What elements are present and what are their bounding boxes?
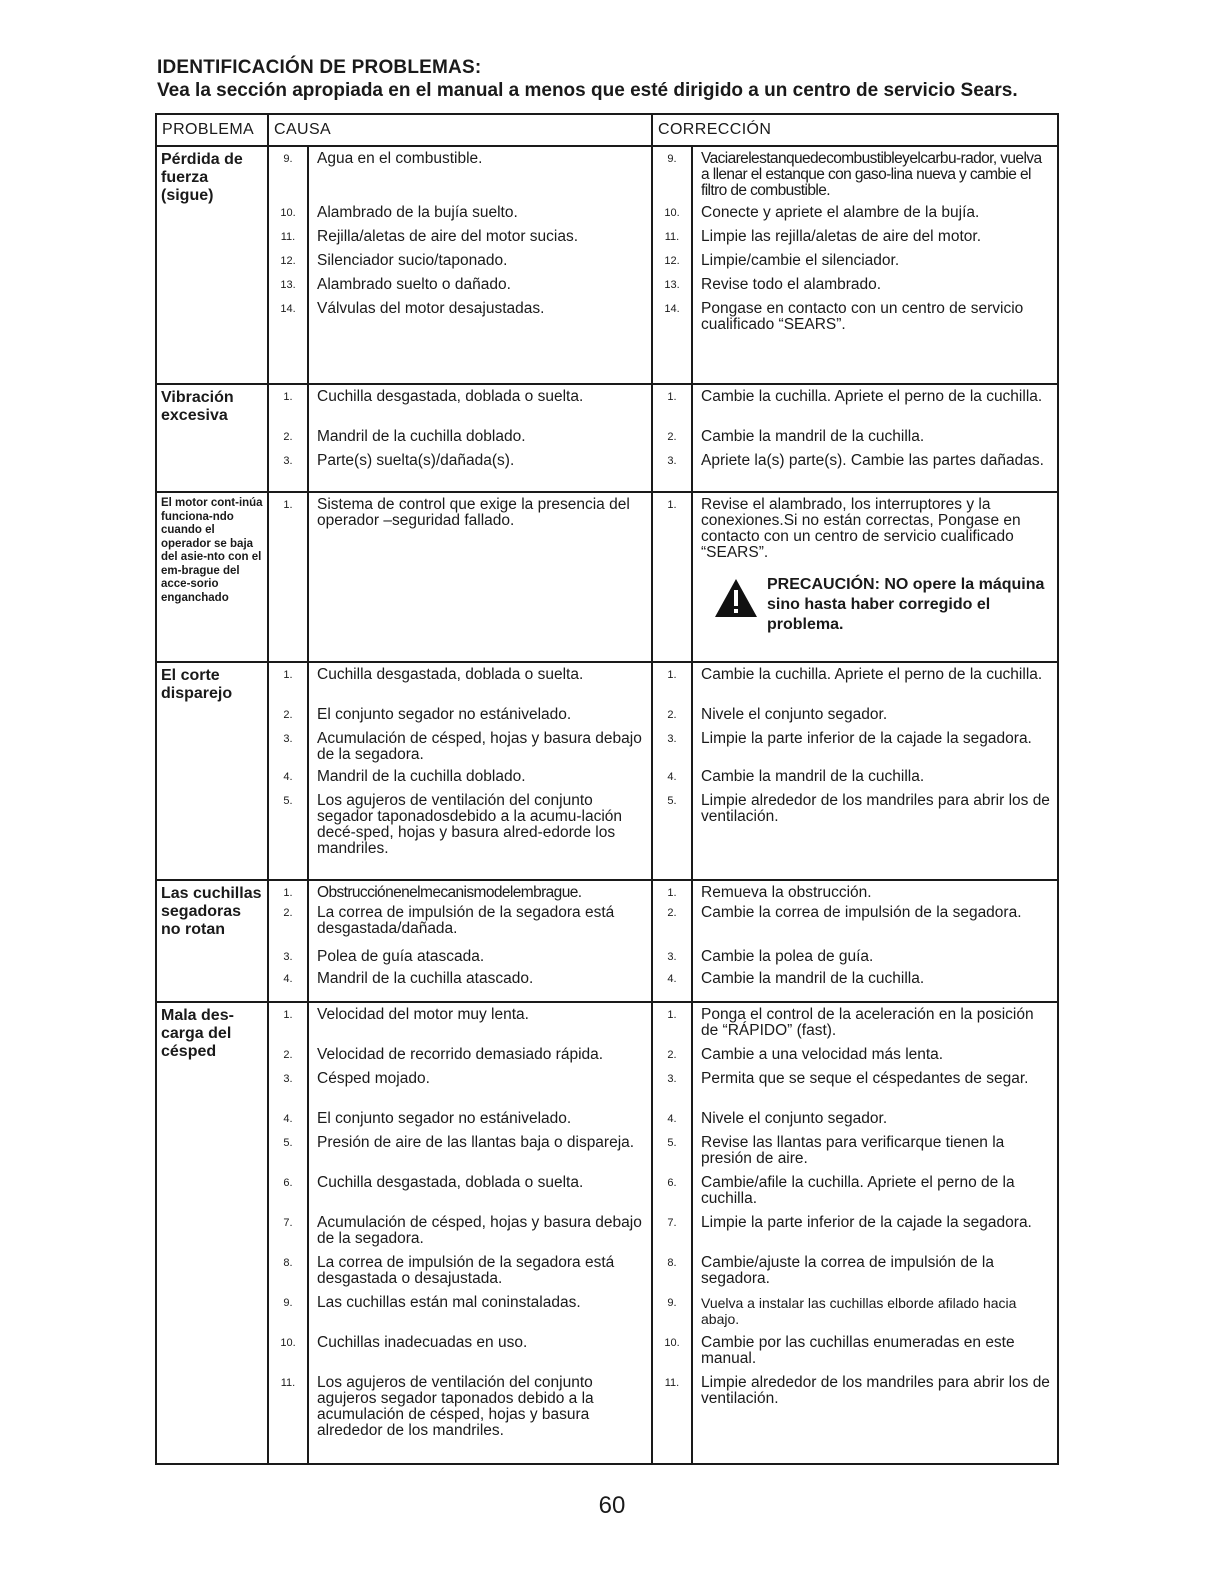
item-number: 3. (667, 455, 677, 467)
correction-text: Cambie la polea de guía. (701, 948, 874, 965)
item-number: 6. (667, 1177, 677, 1189)
correction-text: Vaciarelestanquedecombustibleyelcarbu-rador, vuelva a llenar el estanque con gaso-lina nueva y cambie el filtro de combustible. (701, 150, 1042, 199)
cause-cell (308, 384, 652, 492)
cause-text: Silenciador sucio/taponado. (317, 252, 508, 269)
cause-text: Válvulas del motor desajustadas. (317, 300, 545, 317)
cause-text: Cuchilla desgastada, doblada o suelta. (317, 666, 584, 683)
item-number: 9. (283, 153, 293, 165)
item-number: 1. (283, 1009, 293, 1021)
item-number: 13. (664, 279, 680, 291)
cause-text: Alambrado de la bujía suelto. (317, 204, 518, 221)
item-number: 1. (283, 499, 293, 511)
problem-cell: Pérdida de fuerza (sigue) (156, 146, 268, 384)
item-number: 2. (667, 907, 677, 919)
item-number: 9. (283, 1297, 293, 1309)
correction-text: Revise las llantas para verificarque tienen la presión de aire. (701, 1134, 1005, 1167)
item-number: 2. (667, 431, 677, 443)
cause-number-cell (268, 146, 308, 384)
item-number: 3. (667, 1073, 677, 1085)
correction-text: Limpie la parte inferior de la cajade la segadora. (701, 730, 1032, 747)
item-number: 8. (667, 1257, 677, 1269)
correction-text: Vuelva a instalar las cuchillas elborde afilado hacia abajo. (701, 1295, 1017, 1327)
correction-text: Nivele el conjunto segador. (701, 706, 888, 723)
item-number: 1. (667, 391, 677, 403)
cause-cell (308, 492, 652, 662)
item-number: 2. (283, 907, 293, 919)
correction-text: Limpie alrededor de los mandriles para abrir los de ventilación. (701, 792, 1050, 825)
item-number: 1. (667, 669, 677, 681)
correction-number-cell (652, 384, 692, 492)
cause-text: Obstrucciónenelmecanismodelembrague. (317, 884, 582, 901)
cause-text: El conjunto segador no estánivelado. (317, 706, 572, 723)
item-number: 9. (667, 1297, 677, 1309)
caution-text: PRECAUCIÓN: NO opere la máquina sino hasta haber corregido el problema. (767, 576, 1045, 633)
cause-text: Césped mojado. (317, 1070, 430, 1087)
cause-cell (308, 880, 652, 1002)
item-number: 10. (280, 207, 296, 219)
item-number: 11. (664, 231, 680, 243)
cause-text: Acumulación de césped, hojas y basura debajo de la segadora. (317, 1214, 642, 1247)
correction-number-cell (652, 662, 692, 880)
correction-text: Limpie/cambie el silenciador. (701, 252, 900, 269)
cause-cell (308, 1002, 652, 1464)
correction-number-cell (652, 492, 692, 662)
cause-text: El conjunto segador no estánivelado. (317, 1110, 572, 1127)
item-number: 12. (280, 255, 296, 267)
item-number: 2. (667, 1049, 677, 1061)
cause-text: Polea de guía atascada. (317, 948, 485, 965)
item-number: 5. (283, 1137, 293, 1149)
item-number: 6. (283, 1177, 293, 1189)
item-number: 11. (280, 1377, 296, 1389)
correction-text: Revise todo el alambrado. (701, 276, 882, 293)
item-number: 2. (667, 709, 677, 721)
item-number: 5. (667, 1137, 677, 1149)
item-number: 4. (283, 973, 293, 985)
cause-cell (308, 662, 652, 880)
problem-cell: Vibración excesiva (156, 384, 268, 492)
table-row (156, 880, 1058, 1002)
correction-text: Nivele el conjunto segador. (701, 1110, 888, 1127)
correction-text: Remueva la obstrucción. (701, 884, 872, 901)
page-subtitle: Vea la sección apropiada en el manual a menos que esté dirigido a un centro de servicio Sears. (157, 80, 1018, 101)
item-number: 1. (667, 887, 677, 899)
item-number: 2. (283, 709, 293, 721)
item-number: 8. (283, 1257, 293, 1269)
item-number: 4. (667, 771, 677, 783)
cause-number-cell (268, 384, 308, 492)
correction-text: Limpie alrededor de los mandriles para abrir los de ventilación. (701, 1374, 1050, 1407)
correction-text: Cambie/afile la cuchilla. Apriete el perno de la cuchilla. (701, 1174, 1015, 1207)
item-number: 11. (664, 1377, 680, 1389)
problem-cell: Mala des-carga del césped (156, 1002, 268, 1464)
table-header-row (156, 114, 1058, 146)
item-number: 3. (283, 951, 293, 963)
item-number: 1. (283, 391, 293, 403)
page-number: 60 (598, 1492, 626, 1519)
caution-notice (713, 575, 1051, 635)
table-row (156, 492, 1058, 662)
problem-cell: El motor cont-inúa funciona-ndo cuando el operador se baja del asie-nto con el em-brague del acce-sorio enganchado (156, 492, 268, 662)
cause-number-cell (268, 880, 308, 1002)
cause-text: Velocidad del motor muy lenta. (317, 1006, 529, 1023)
cause-number-cell (268, 662, 308, 880)
cause-text: Las cuchillas están mal coninstaladas. (317, 1294, 581, 1311)
correction-cell (692, 492, 1058, 662)
item-number: 2. (283, 1049, 293, 1061)
correction-number-cell (652, 880, 692, 1002)
cause-text: Parte(s) suelta(s)/dañada(s). (317, 452, 515, 469)
correction-cell (692, 384, 1058, 492)
cause-text: La correa de impulsión de la segadora está desgastada o desajustada. (317, 1254, 615, 1287)
cause-text: Alambrado suelto o dañado. (317, 276, 511, 293)
correction-number-cell (652, 1002, 692, 1464)
item-number: 2. (283, 431, 293, 443)
correction-text: Permita que se seque el céspedantes de segar. (701, 1070, 1029, 1087)
correction-text: Cambie la mandril de la cuchilla. (701, 428, 925, 445)
item-number: 4. (283, 771, 293, 783)
col-header-correction: CORRECCIÓN (652, 114, 1058, 146)
item-number: 3. (283, 1073, 293, 1085)
item-number: 13. (280, 279, 296, 291)
correction-text: Limpie las rejilla/aletas de aire del motor. (701, 228, 981, 245)
correction-text: Limpie la parte inferior de la cajade la segadora. (701, 1214, 1032, 1231)
item-number: 3. (667, 951, 677, 963)
cause-text: Los agujeros de ventilación del conjunto agujeros segador taponados debido a la acumulación de césped, hojas y basura alrededor de los mandriles. (317, 1374, 594, 1439)
table-row (156, 1002, 1058, 1464)
cause-number-cell (268, 1002, 308, 1464)
correction-text: Cambie la mandril de la cuchilla. (701, 768, 925, 785)
page-title: IDENTIFICACIÓN DE PROBLEMAS: (157, 57, 482, 78)
correction-text: Pongase en contacto con un centro de servicio cualificado “SEARS”. (701, 300, 1024, 333)
item-number: 1. (283, 887, 293, 899)
cause-text: Agua en el combustible. (317, 150, 483, 167)
correction-text: Apriete la(s) parte(s). Cambie las partes dañadas. (701, 452, 1044, 469)
correction-text: Cambie la cuchilla. Apriete el perno de la cuchilla. (701, 388, 1043, 405)
correction-text: Cambie a una velocidad más lenta. (701, 1046, 944, 1063)
item-number: 1. (667, 1009, 677, 1021)
item-number: 3. (283, 455, 293, 467)
cause-text: Rejilla/aletas de aire del motor sucias. (317, 228, 579, 245)
item-number: 7. (283, 1217, 293, 1229)
correction-text: Cambie la mandril de la cuchilla. (701, 970, 925, 987)
cause-text: Presión de aire de las llantas baja o dispareja. (317, 1134, 635, 1151)
item-number: 4. (667, 1113, 677, 1125)
item-number: 3. (283, 733, 293, 745)
table-row (156, 146, 1058, 384)
correction-text: Cambie/ajuste la correa de impulsión de la segadora. (701, 1254, 994, 1287)
cause-text: Velocidad de recorrido demasiado rápida. (317, 1046, 604, 1063)
correction-text: Cambie por las cuchillas enumeradas en este manual. (701, 1334, 1015, 1367)
correction-text: Revise el alambrado, los interruptores y la conexiones.Si no están correctas, Pongase en contacto con un centro de servicio cualificado “SEARS”. (701, 496, 1021, 561)
correction-number-cell (652, 146, 692, 384)
correction-text: Ponga el control de la aceleración en la posición de “RÁPIDO” (fast). (701, 1006, 1034, 1039)
cause-text: Mandril de la cuchilla doblado. (317, 768, 526, 785)
cause-text: Cuchilla desgastada, doblada o suelta. (317, 388, 584, 405)
correction-cell (692, 662, 1058, 880)
cause-text: Cuchilla desgastada, doblada o suelta. (317, 1174, 584, 1191)
item-number: 4. (667, 973, 677, 985)
col-header-problem: PROBLEMA (156, 114, 268, 146)
cause-text: Acumulación de césped, hojas y basura debajo de la segadora. (317, 730, 642, 763)
cause-number-cell (268, 492, 308, 662)
troubleshooting-table (155, 113, 1059, 1465)
cause-text: Los agujeros de ventilación del conjunto segador taponadosdebido a la acumu-lación decé-sped, hojas y basura alred-edorde los mandriles. (317, 792, 623, 857)
cause-cell (308, 146, 652, 384)
page-header (157, 56, 1067, 103)
item-number: 10. (664, 1337, 680, 1349)
item-number: 9. (667, 153, 677, 165)
table-row (156, 384, 1058, 492)
item-number: 7. (667, 1217, 677, 1229)
item-number: 10. (664, 207, 680, 219)
correction-text: Cambie la cuchilla. Apriete el perno de la cuchilla. (701, 666, 1043, 683)
warning-triangle-icon (713, 577, 759, 619)
item-number: 5. (283, 795, 293, 807)
correction-cell (692, 146, 1058, 384)
item-number: 10. (280, 1337, 296, 1349)
item-number: 14. (664, 303, 680, 315)
correction-text: Cambie la correa de impulsión de la segadora. (701, 904, 1022, 921)
item-number: 4. (283, 1113, 293, 1125)
problem-cell: El corte disparejo (156, 662, 268, 880)
correction-text: Conecte y apriete el alambre de la bujía. (701, 204, 980, 221)
item-number: 11. (280, 231, 296, 243)
item-number: 12. (664, 255, 680, 267)
problem-cell: Las cuchillas segadoras no rotan (156, 880, 268, 1002)
col-header-cause: CAUSA (268, 114, 652, 146)
cause-text: Cuchillas inadecuadas en uso. (317, 1334, 528, 1351)
cause-text: Sistema de control que exige la presencia del operador –seguridad fallado. (317, 496, 630, 529)
correction-cell (692, 880, 1058, 1002)
item-number: 1. (667, 499, 677, 511)
cause-text: La correa de impulsión de la segadora está desgastada/dañada. (317, 904, 615, 937)
cause-text: Mandril de la cuchilla atascado. (317, 970, 534, 987)
item-number: 3. (667, 733, 677, 745)
cause-text: Mandril de la cuchilla doblado. (317, 428, 526, 445)
correction-cell (692, 1002, 1058, 1464)
table-row (156, 662, 1058, 880)
item-number: 1. (283, 669, 293, 681)
item-number: 14. (280, 303, 296, 315)
item-number: 5. (667, 795, 677, 807)
